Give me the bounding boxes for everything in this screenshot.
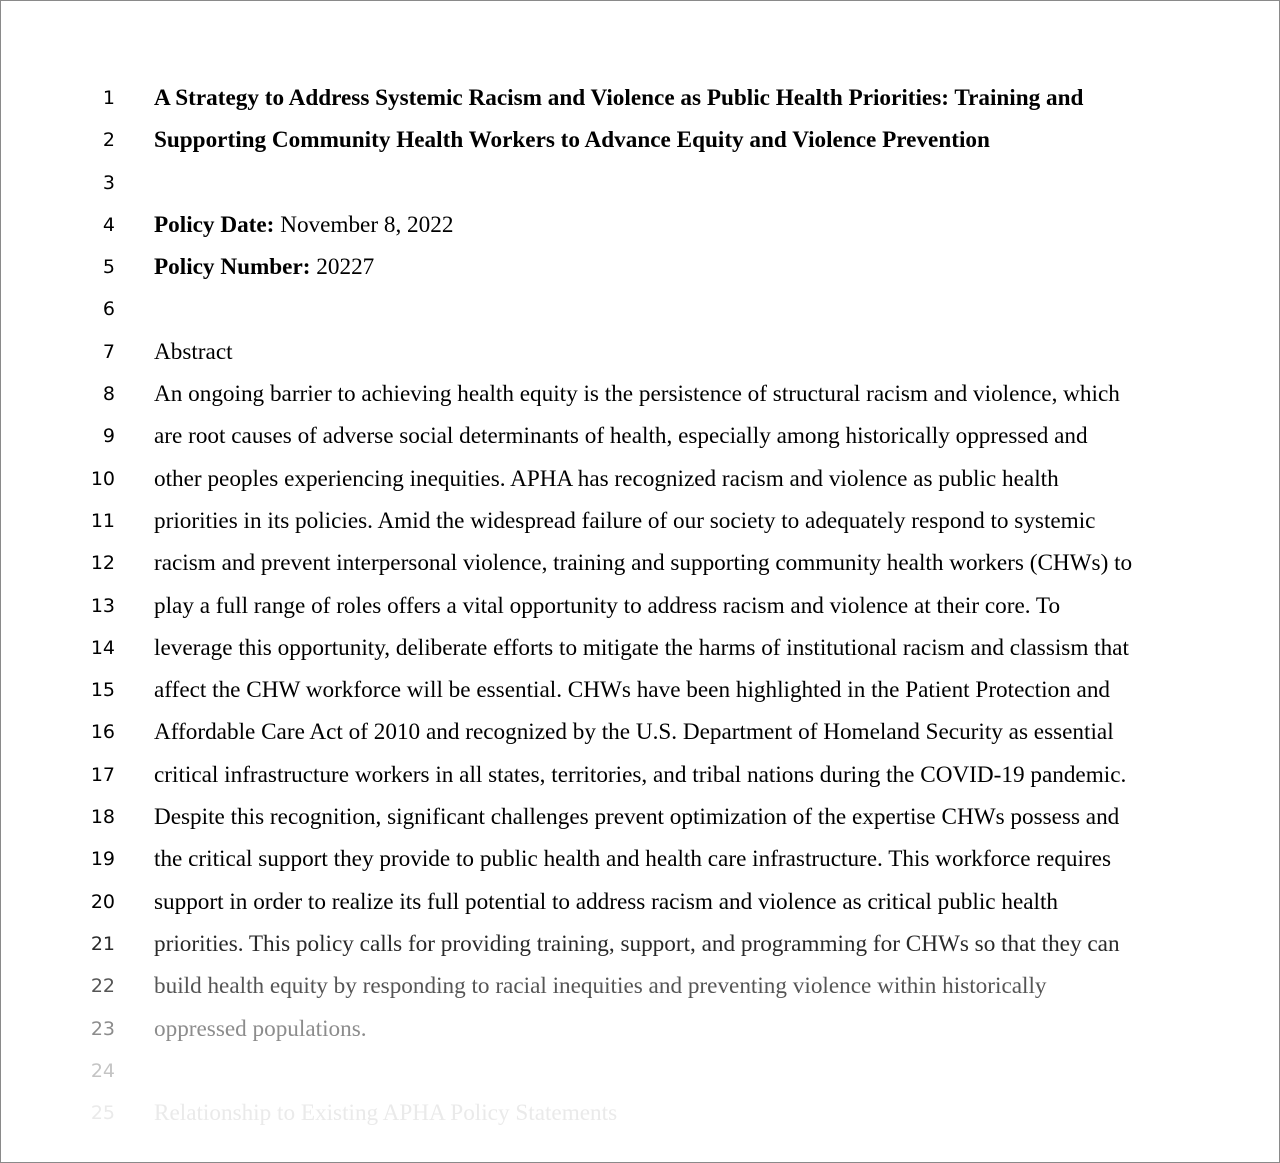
line-12 [1,542,1279,584]
policy-date [154,204,453,246]
line-19 [1,838,1279,880]
abstract-text-line: racism and prevent interpersonal violence, training and supporting community health workers (CHWs) to [154,550,1133,577]
line-number: 8 [102,383,115,406]
abstract-text-line: support in order to realize its full potential to address racism and violence as critical public health [154,888,1059,915]
line-21 [1,923,1279,965]
line-1 [1,77,1279,119]
document-title-line-1: A Strategy to Address Systemic Racism and Violence as Public Health Priorities: Training and [154,85,1084,111]
line-number: 22 [90,975,115,998]
abstract-text-line: Despite this recognition, significant challenges prevent optimization of the expertise CHWs possess and [154,804,1120,831]
policy-number-value: 20227 [316,254,375,281]
line-23 [1,1008,1279,1050]
line-7 [1,331,1279,373]
policy-number [154,246,374,288]
line-number: 14 [90,636,115,659]
line-24 [1,1050,1279,1092]
line-number: 18 [90,806,115,829]
line-13 [1,585,1279,627]
line-4 [1,204,1279,246]
abstract-text-line: priorities in its policies. Amid the widespread failure of our society to adequately respond to systemic [154,507,1096,534]
abstract-text-line: other peoples experiencing inequities. APHA has recognized racism and violence as public health [154,465,1059,492]
line-number: 24 [90,1059,115,1082]
line-number: 17 [90,763,115,786]
policy-number-label: Policy Number: [154,254,311,281]
line-6 [1,288,1279,330]
line-number: 3 [102,171,115,194]
line-number: 15 [90,679,115,702]
document-title-line-2: Supporting Community Health Workers to Advance Equity and Violence Prevention [154,127,990,154]
section-heading-relationship: Relationship to Existing APHA Policy Statements [154,1100,618,1127]
line-22 [1,965,1279,1007]
line-number: 12 [90,552,115,575]
abstract-text-line: priorities. This policy calls for providing training, support, and programming for CHWs so that they can [154,930,1120,957]
document-body [1,77,1279,1134]
line-number: 4 [102,213,115,236]
line-number: 7 [102,340,115,363]
line-number: 11 [90,509,115,532]
line-number: 6 [102,298,115,321]
abstract-text-line: critical infrastructure workers in all states, territories, and tribal nations during the COVID-19 pandemic. [154,761,1127,788]
line-number: 21 [90,932,115,955]
line-9 [1,415,1279,457]
abstract-heading: Abstract [154,338,233,365]
line-20 [1,881,1279,923]
line-number: 20 [90,890,115,913]
line-number: 19 [90,848,115,871]
line-number: 13 [90,594,115,617]
abstract-text-line: oppressed populations. [154,1015,367,1042]
line-number: 25 [90,1102,115,1125]
line-15 [1,669,1279,711]
abstract-text-line: are root causes of adverse social determinants of health, especially among historically oppressed and [154,423,1088,450]
policy-date-label: Policy Date: [154,211,275,238]
abstract-text-line: Affordable Care Act of 2010 and recognized by the U.S. Department of Homeland Security as essential [154,719,1114,746]
policy-date-value: November 8, 2022 [280,211,454,238]
line-8 [1,373,1279,415]
line-17 [1,754,1279,796]
line-16 [1,711,1279,753]
line-14 [1,627,1279,669]
line-25 [1,1092,1279,1134]
line-2 [1,119,1279,161]
line-number: 16 [90,721,115,744]
line-5 [1,246,1279,288]
line-18 [1,796,1279,838]
line-number: 1 [102,87,115,109]
abstract-text-line: An ongoing barrier to achieving health equity is the persistence of structural racism and violence, which [154,381,1120,408]
abstract-text-line: affect the CHW workforce will be essential. CHWs have been highlighted in the Patient Protection and [154,677,1111,704]
abstract-text-line: build health equity by responding to racial inequities and preventing violence within historically [154,973,1047,1000]
abstract-text-line: the critical support they provide to public health and health care infrastructure. This workforce requires [154,846,1111,873]
line-number: 23 [90,1017,115,1040]
line-number: 2 [102,129,115,152]
line-number: 5 [102,256,115,279]
line-10 [1,458,1279,500]
abstract-text-line: leverage this opportunity, deliberate efforts to mitigate the harms of institutional racism and classism that [154,634,1129,661]
line-3 [1,162,1279,204]
line-number: 10 [90,467,115,490]
line-11 [1,500,1279,542]
line-number: 9 [102,425,115,448]
abstract-text-line: play a full range of roles offers a vital opportunity to address racism and violence at their core. To [154,592,1061,619]
